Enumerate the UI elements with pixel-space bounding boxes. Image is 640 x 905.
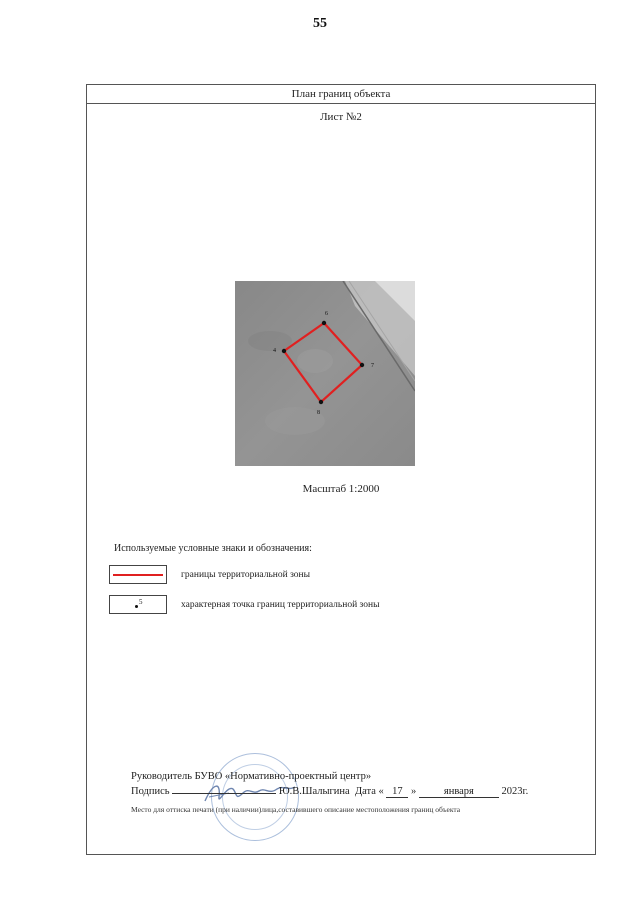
legend-title: Используемые условные знаки и обозначения: <box>114 543 312 554</box>
legend-point-label: 5 <box>139 598 143 606</box>
point-label: 4 <box>273 348 276 354</box>
point-icon <box>135 605 138 608</box>
frame-header: План границ объекта <box>87 85 595 104</box>
terrain-texture <box>265 407 325 435</box>
point-label: 8 <box>317 410 320 416</box>
legend-text-boundary: границы территориальной зоны <box>181 570 311 580</box>
map-svg <box>235 281 415 466</box>
stamp-note: Место для оттиска печати (при наличии)лица,составившего описание местоположения границ объекта <box>131 805 461 814</box>
boundary-point <box>282 349 286 353</box>
red-line-icon <box>113 574 163 576</box>
sign-label: Подпись <box>131 786 170 797</box>
director-line: Руководитель БУВО «Нормативно-проектный центр» <box>131 771 372 782</box>
signature-field <box>172 793 276 794</box>
point-label: 7 <box>371 363 374 369</box>
date-year: 2023г. <box>501 786 529 797</box>
document-frame <box>86 84 596 855</box>
date-label: Дата « <box>354 786 384 797</box>
boundary-point <box>319 400 323 404</box>
boundary-point <box>322 321 326 325</box>
date-day: 17 <box>386 786 408 798</box>
aerial-map <box>235 281 415 466</box>
boundary-point <box>360 363 364 367</box>
point-label: 6 <box>325 311 328 317</box>
sheet-label: Лист №2 <box>320 111 362 123</box>
page-number: 55 <box>313 16 327 31</box>
signature-line <box>131 786 528 798</box>
legend-text-point: характерная точка границ территориальной зоны <box>181 600 380 610</box>
date-day-close: » <box>411 786 417 797</box>
legend-symbol-point <box>109 595 167 614</box>
legend-symbol-boundary <box>109 565 167 584</box>
terrain-texture <box>297 349 333 373</box>
signer-name: Ю.В.Шалыгина <box>278 786 350 797</box>
terrain-texture <box>248 331 292 351</box>
map-scale: Масштаб 1:2000 <box>302 483 380 495</box>
date-month: января <box>419 786 499 798</box>
